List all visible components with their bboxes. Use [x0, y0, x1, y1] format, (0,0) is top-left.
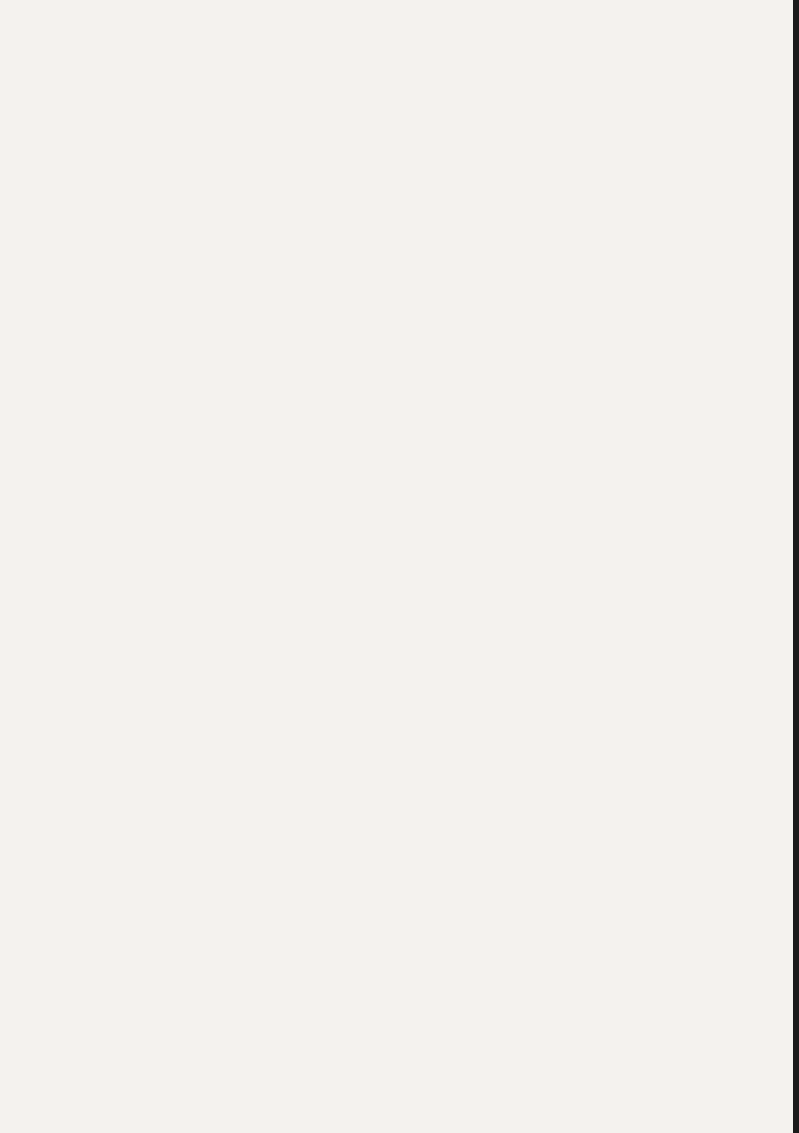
scan-edge [793, 0, 799, 1133]
figure-abb-1 [30, 676, 770, 946]
figure-chart [30, 676, 770, 946]
left-column [32, 104, 388, 108]
right-column [398, 104, 763, 110]
